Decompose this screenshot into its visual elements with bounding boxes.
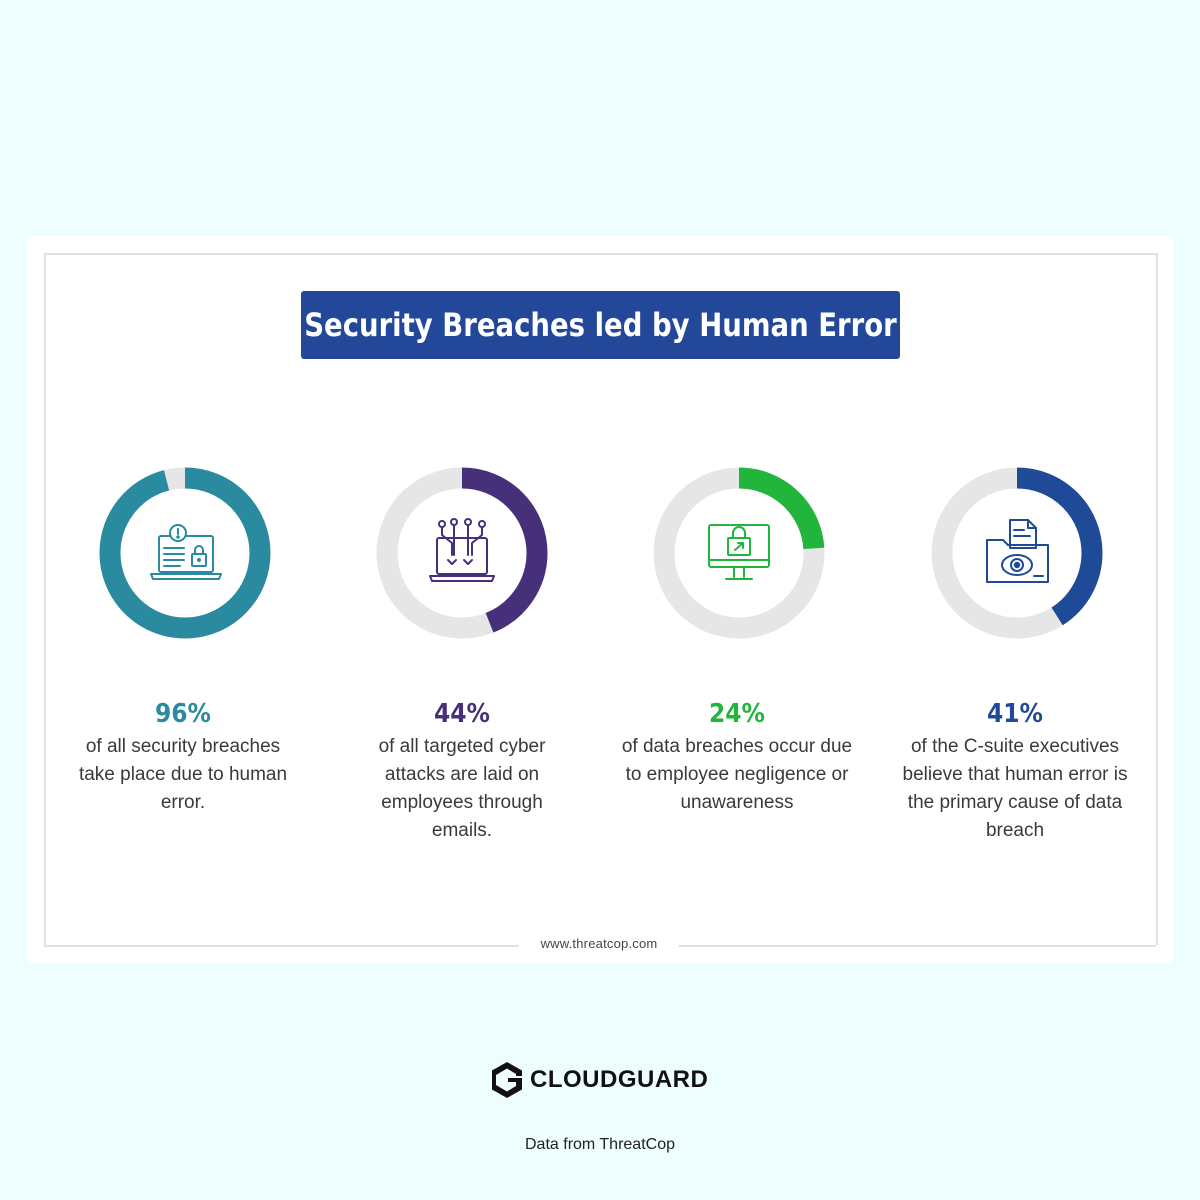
stat-block-4 — [885, 697, 1145, 845]
stat-percent: 24% — [708, 699, 765, 729]
brand-name: CLOUDGUARD — [530, 1066, 709, 1093]
folder-eye-icon — [987, 520, 1048, 582]
stat-description: of all targeted cyber attacks are laid on employees through emails. — [378, 736, 546, 841]
laptop-alert-lock-icon — [151, 525, 221, 579]
stat-percent: 41% — [986, 699, 1043, 729]
monitor-lock-icon — [709, 525, 769, 579]
website-label: www.threatcop.com — [540, 936, 658, 951]
stat-description: of all security breaches take place due to human error. — [78, 736, 288, 813]
cloudguard-logo — [488, 1060, 718, 1100]
stat-block-2 — [332, 697, 592, 845]
stat-description: of the C-suite executives believe that human error is the primary cause of data breach — [902, 736, 1128, 841]
stat-block-3 — [607, 697, 867, 817]
source-note: Data from ThreatCop — [525, 1136, 675, 1153]
stat-percent: 96% — [154, 699, 211, 729]
laptop-circuit-icon — [430, 519, 494, 581]
stat-block-1 — [53, 697, 313, 817]
stat-description: of data breaches occur due to employee negligence or unawareness — [621, 736, 853, 813]
donut-arc-1 — [110, 478, 260, 628]
stat-percent: 44% — [433, 699, 490, 729]
chart-title: Security Breaches led by Human Error — [304, 306, 897, 344]
cloudguard-logo-icon — [488, 1060, 526, 1100]
